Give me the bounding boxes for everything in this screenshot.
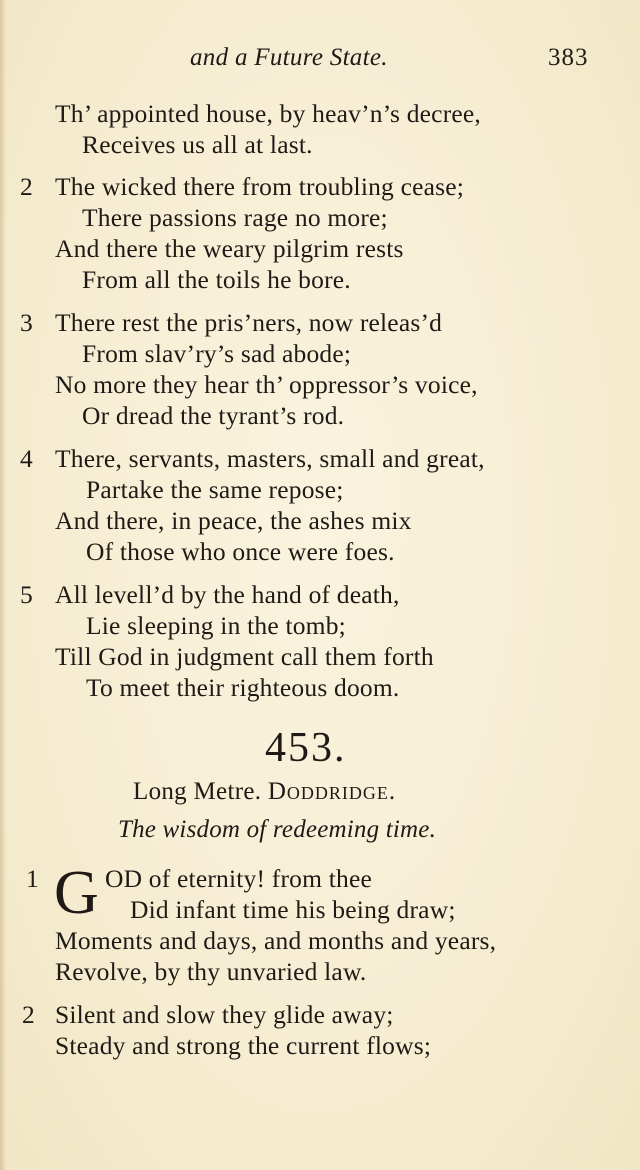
verse-number: 4 bbox=[20, 444, 33, 473]
verse-line: There, servants, masters, small and great, bbox=[55, 444, 485, 473]
drop-cap: G bbox=[54, 859, 99, 927]
verse-line: Did infant time his being draw; bbox=[130, 895, 456, 924]
hymn-number: 453. bbox=[265, 725, 347, 771]
verse-line: Silent and slow they glide away; bbox=[55, 1000, 394, 1029]
verse-line: Moments and days, and months and years, bbox=[55, 926, 497, 955]
verse-line: From slav’ry’s sad abode; bbox=[82, 339, 352, 368]
hymn-meter: Long Metre. bbox=[133, 778, 262, 805]
verse-line: Revolve, by thy unvaried law. bbox=[55, 957, 367, 986]
verse-number: 3 bbox=[20, 308, 33, 337]
verse-line: No more they hear th’ oppressor’s voice, bbox=[55, 370, 478, 399]
verse-line: The wicked there from troubling cease; bbox=[55, 172, 465, 201]
verse-line: To meet their righteous doom. bbox=[86, 673, 400, 702]
hymn-meta bbox=[133, 778, 396, 806]
running-head: and a Future State. bbox=[190, 44, 388, 71]
verse-line: Steady and strong the current flows; bbox=[55, 1031, 432, 1060]
verse-line: Till God in judgment call them forth bbox=[55, 642, 434, 671]
verse-line: Of those who once were foes. bbox=[86, 537, 395, 566]
verse-number: 5 bbox=[20, 580, 33, 609]
verse-number: 2 bbox=[20, 172, 33, 201]
verse-line: Or dread the tyrant’s rod. bbox=[82, 401, 345, 430]
hymn-author: Doddridge. bbox=[267, 778, 397, 805]
verse-line: Lie sleeping in the tomb; bbox=[86, 611, 346, 640]
verse-number: 1 bbox=[26, 864, 39, 893]
carry-line-2: Receives us all at last. bbox=[82, 130, 313, 159]
verse-line: Partake the same repose; bbox=[86, 475, 344, 504]
verse-number: 2 bbox=[22, 1000, 35, 1029]
page-number: 383 bbox=[548, 44, 589, 71]
verse-line: There rest the pris’ners, now releas’d bbox=[55, 308, 443, 337]
carry-line-1: Th’ appointed house, by heav’n’s decree, bbox=[55, 99, 481, 128]
verse-line: From all the toils he bore. bbox=[82, 265, 351, 294]
verse-line: And there the weary pilgrim rests bbox=[55, 234, 404, 263]
verse-line: And there, in peace, the ashes mix bbox=[55, 506, 412, 535]
verse-line: There passions rage no more; bbox=[82, 203, 388, 232]
hymn-title: The wisdom of redeeming time. bbox=[118, 816, 437, 843]
binding-shadow bbox=[0, 0, 6, 1170]
verse-line: All levell’d by the hand of death, bbox=[55, 580, 400, 609]
verse-line: OD of eternity! from thee bbox=[105, 864, 372, 893]
